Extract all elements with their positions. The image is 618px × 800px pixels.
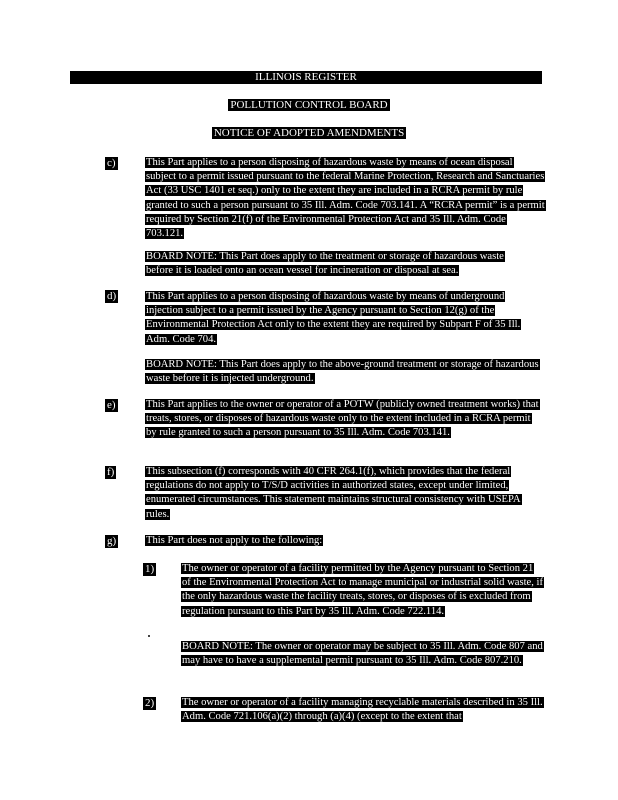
section-g-item-1-label: 1): [145, 563, 155, 575]
section-d-board-note: BOARD NOTE: This Part does apply to the above-ground treatment or storage of hazardous waste before it is injected underground.: [146, 359, 539, 385]
section-f-label: f): [107, 466, 115, 478]
notice-title: NOTICE OF ADOPTED AMENDMENTS: [213, 127, 405, 139]
stray-mark: [148, 635, 150, 637]
section-f-text: This subsection (f) corresponds with 40 CFR 264.1(f), which provides that the federal regulations do not apply to T/S/D activities in authorized states, except under limited, enumerated circumstances. This statement maintains structural consistency with USEPA rules.: [146, 466, 521, 520]
board-title: POLLUTION CONTROL BOARD: [230, 99, 388, 111]
section-d-text: This Part applies to a person disposing of hazardous waste by means of underground injection subject to a permit issued by the Agency pursuant to Section 12(g) of the Environmental Protection Act only to the extent they are required by Subpart F of 35 Ill. Adm. Code 704.: [146, 291, 521, 345]
section-g-label: g): [107, 535, 117, 547]
section-e-label: e): [107, 399, 116, 411]
section-c-board-note: BOARD NOTE: This Part does apply to the treatment or storage of hazardous waste before it is loaded onto an ocean vessel for incineration or disposal at sea.: [146, 251, 504, 277]
section-g-item-2-label: 2): [145, 697, 155, 709]
section-g-item-1-board-note: BOARD NOTE: The owner or operator may be subject to 35 Ill. Adm. Code 807 and may have to have a supplemental permit pursuant to 35 Ill. Adm. Code 807.210.: [182, 641, 543, 667]
section-e-text: This Part applies to the owner or operator of a POTW (publicly owned treatment works) that treats, stores, or disposes of hazardous waste only to the extent included in a RCRA permit by rule granted to such a person pursuant to 35 Ill. Adm. Code 703.141.: [146, 399, 539, 439]
section-d-label: d): [107, 290, 117, 302]
register-title: ILLINOIS REGISTER: [70, 71, 542, 84]
section-c-text: This Part applies to a person disposing of hazardous waste by means of ocean disposal subject to a permit issued pursuant to the federal Marine Protection, Research and Sanctuaries Act (33 USC 1401 et seq.) only to the extent they are included in a RCRA permit by rule granted to such a person pursuant to 35 Ill. Adm. Code 703.141. A “RCRA permit” is a permit required by Section 21(f) of the Environmental Protection Act and 35 Ill. Adm. Code 703.121.: [146, 157, 545, 240]
section-g-item-2-text: The owner or operator of a facility managing recyclable materials described in 35 Ill. Adm. Code 721.106(a)(2) through (a)(4) (except to the extent that: [182, 697, 543, 723]
section-c-label: c): [107, 157, 116, 169]
section-g-text: This Part does not apply to the following:: [146, 535, 323, 546]
section-g-item-1-text: The owner or operator of a facility permitted by the Agency pursuant to Section 21 of the Environmental Protection Act to manage municipal or industrial solid waste, if the only hazardous waste the facility treats, stores, or disposes of is excluded from regulation pursuant to this Part by 35 Ill. Adm. Code 722.114.: [182, 563, 543, 617]
